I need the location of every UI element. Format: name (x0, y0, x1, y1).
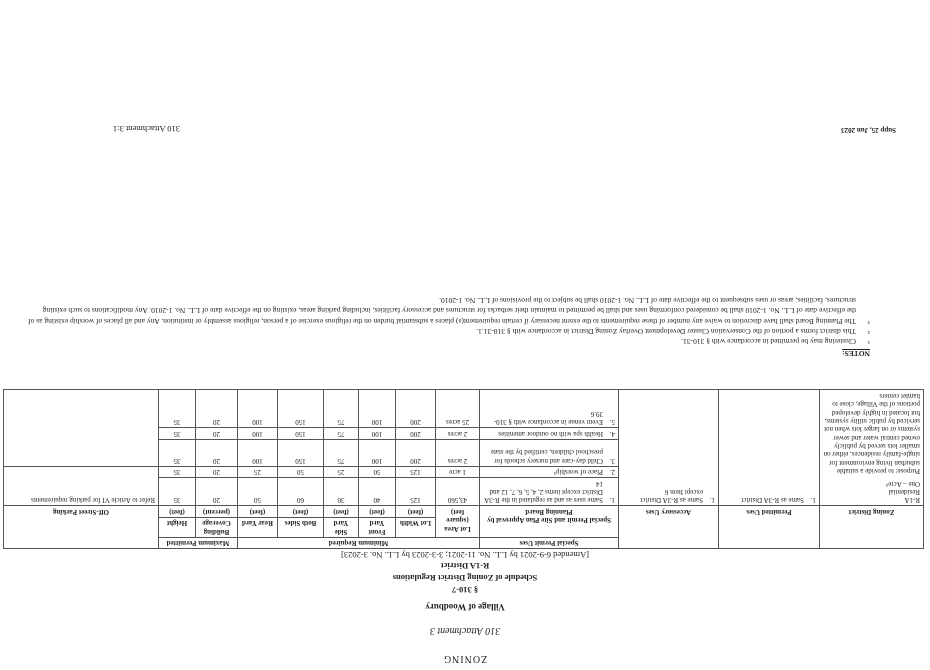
accessory-uses-cell (619, 390, 719, 506)
lot-width-value: 125 (396, 466, 436, 477)
lot-width-value: 125 (396, 478, 436, 506)
district-name: R-1A District (440, 561, 490, 571)
group-maximum-permitted: Maximum Permitted (158, 537, 237, 548)
sp-text: Health spa with no outdoor amenities (498, 429, 603, 438)
lot-area-value: 25 acres (436, 390, 480, 428)
permitted-text: Same as R-3A District (741, 496, 804, 505)
coverage-value: 20 (195, 478, 237, 506)
coverage-value: 20 (195, 428, 237, 439)
special-permit-cell (480, 466, 619, 477)
col-permitted-uses: Permitted Uses (719, 506, 820, 549)
sp-num: 4. (609, 429, 615, 438)
col-height: Height (158, 517, 195, 537)
amendment-note: [Amended 6-9-2021 by L.L. No. 11-2021; 3-3-2023 by L.L. No. 3-2023] (340, 550, 590, 560)
note-mark: ³ (867, 316, 870, 326)
front-yard-value: 40 (359, 478, 396, 506)
unit-rear-yard: (feet) (237, 506, 277, 517)
zoning-district-cell (820, 390, 924, 506)
col-zoning-district: Zoning District (820, 506, 924, 549)
attachment-title: 310 Attachment 3 (429, 625, 501, 636)
notes-heading: NOTES: (842, 349, 870, 358)
special-permit-cell (480, 390, 619, 428)
schedule-title: Schedule of Zoning District Regulations (392, 573, 538, 583)
running-head: ZONING (442, 653, 488, 664)
height-value: 35 (158, 478, 195, 506)
col-accessory-uses: Accessory Uses (619, 506, 719, 549)
col-special-permit: Special Permit and Site Plan Approval by Planning Board (480, 506, 619, 537)
parking-empty (3, 390, 158, 467)
sp-text: Place of worship³ (553, 468, 603, 477)
sp-text: Event venue in accordance with § 310-39.6 (493, 409, 603, 427)
side-yard-value: 25 (324, 466, 359, 477)
side-yard-value: 75 (324, 428, 359, 439)
height-value: 35 (158, 466, 195, 477)
unit-building-coverage: (percent) (195, 506, 237, 517)
note-mark: ¹ (867, 336, 870, 346)
height-value: 35 (158, 390, 195, 428)
district-code: R-1A (904, 496, 920, 505)
sp-num: 1. (609, 496, 615, 505)
note-item (20, 336, 870, 346)
side-yard-value: 75 (324, 390, 359, 428)
col-rear-yard: Rear Yard (237, 517, 277, 537)
height-value: 35 (158, 428, 195, 439)
front-yard-value: 100 (359, 390, 396, 428)
note-item (20, 326, 870, 336)
both-sides-value: 60 (278, 478, 324, 506)
coverage-value: 20 (195, 390, 237, 428)
permitted-num: 1. (810, 496, 816, 505)
group-minimum-required: Minimum Required (237, 537, 479, 548)
unit-side-yard: (feet) (324, 506, 359, 517)
both-sides-value: 50 (278, 466, 324, 477)
district-name-cell: Residential (888, 488, 920, 497)
note-text: The Planning Board shall have discretion to waive any number of these requirements to the extent necessary if certain requirement(s) places a substantial burden on the religious exercise of a person, religious assembly or institution. Any and all places of worship existing as of the effective date of L.L. No. 1-2010 shall be considered conforming uses and shall be permitted to maintain their setbacks for structures and accessory facilities, including parking areas, existing on the effective date of L.L. No. 1-2010. Any modifications to such existing structures, facilities, areas or uses subsequent to the effective date of L.L. No. 1-2010 shall be subject to the provisions of L.L. No. 1-2010. (28, 296, 856, 326)
district-size: One – Acre² (886, 479, 920, 488)
lot-area-value: 2 acres (436, 428, 480, 439)
page-footer: 310 Attachment 3:1 (112, 124, 180, 134)
sp-num: 2. (609, 468, 615, 477)
lot-width-value: 200 (396, 390, 436, 428)
lot-width-value: 200 (396, 428, 436, 439)
note-mark: ² (867, 326, 870, 336)
note-text: This district forms a portion of the Conservation Cluster Development Overlay Zoning District in accordance with § 310-31.1. (476, 326, 856, 336)
parking-cell: Refer to Article VI for parking requirements (3, 466, 158, 506)
lot-area-value: 1 acre (436, 466, 480, 477)
side-yard-value: 30 (324, 478, 359, 506)
front-yard-value: 100 (359, 439, 396, 466)
note-text: Clustering may be permitted in accordance with § 310-31. (681, 336, 856, 346)
special-permit-cell (480, 478, 619, 506)
notes-section (20, 295, 870, 358)
coverage-value: 20 (195, 466, 237, 477)
front-yard-value: 100 (359, 428, 396, 439)
special-permit-cell (480, 428, 619, 439)
sp-text: Same uses as and as regulated in the R-3A District except items 2, 4, 5, 6, 7, 12 and 14 (484, 479, 603, 505)
unit-front-yard: (feet) (359, 506, 396, 517)
note-item (20, 295, 870, 325)
sp-num: 5. (609, 418, 615, 427)
col-side-yard: Side Yard (324, 517, 359, 537)
village-name: Village of Woodbury (425, 602, 505, 612)
coverage-value: 20 (195, 439, 237, 466)
rear-yard-value: 100 (237, 428, 277, 439)
both-sides-value: 150 (278, 428, 324, 439)
sp-num: 3. (609, 456, 615, 465)
rear-yard-value: 25 (237, 466, 277, 477)
front-yard-value: 50 (359, 466, 396, 477)
unit-height: (feet) (158, 506, 195, 517)
special-permit-cell (480, 439, 619, 466)
rear-yard-value: 100 (237, 439, 277, 466)
both-sides-value: 150 (278, 439, 324, 466)
col-both-sides: Both Sides (278, 517, 324, 537)
supplement-footer: Supp 25, Jun 2023 (841, 126, 896, 134)
sp-text: Child day-care and nursery schools for preschool children, certified by the state (490, 448, 603, 465)
both-sides-value: 150 (278, 390, 324, 428)
rear-yard-value: 50 (237, 478, 277, 506)
permitted-uses-cell (719, 390, 820, 506)
accessory-text: Same as R-3A District except Item 6 (640, 488, 703, 505)
col-building-coverage: Building Coverage (195, 517, 237, 537)
col-front-yard: Front Yard (359, 517, 396, 537)
lot-width-value: 200 (396, 439, 436, 466)
unit-both-sides: (feet) (278, 506, 324, 517)
side-yard-value: 75 (324, 439, 359, 466)
group-special-permit-uses: Special Permit Uses (480, 537, 619, 548)
header-row-groups (3, 537, 923, 548)
col-lot-width: Lot Width (396, 517, 436, 537)
district-purpose: Purpose: to provide a suitable suburban living environment for single-family residences, either on smaller lots served by publicly owned central water and sewer systems or on larger lots when not serviced by public utility systems, but located in highly developed portions of the Village, close to hamlet centers (823, 391, 920, 476)
height-value: 35 (158, 439, 195, 466)
accessory-num: 1. (709, 496, 715, 505)
lot-area-value: 43,560 (436, 478, 480, 506)
col-off-street-parking: Off-Street Parking (3, 506, 158, 549)
table-row (3, 478, 923, 506)
col-lot-area: Lot Area (square feet) (436, 506, 480, 537)
section-number: § 310-7 (451, 585, 479, 595)
zoning-table (3, 389, 924, 549)
unit-lot-width: (feet) (396, 506, 436, 517)
lot-area-value: 2 acres (436, 439, 480, 466)
rear-yard-value: 100 (237, 390, 277, 428)
